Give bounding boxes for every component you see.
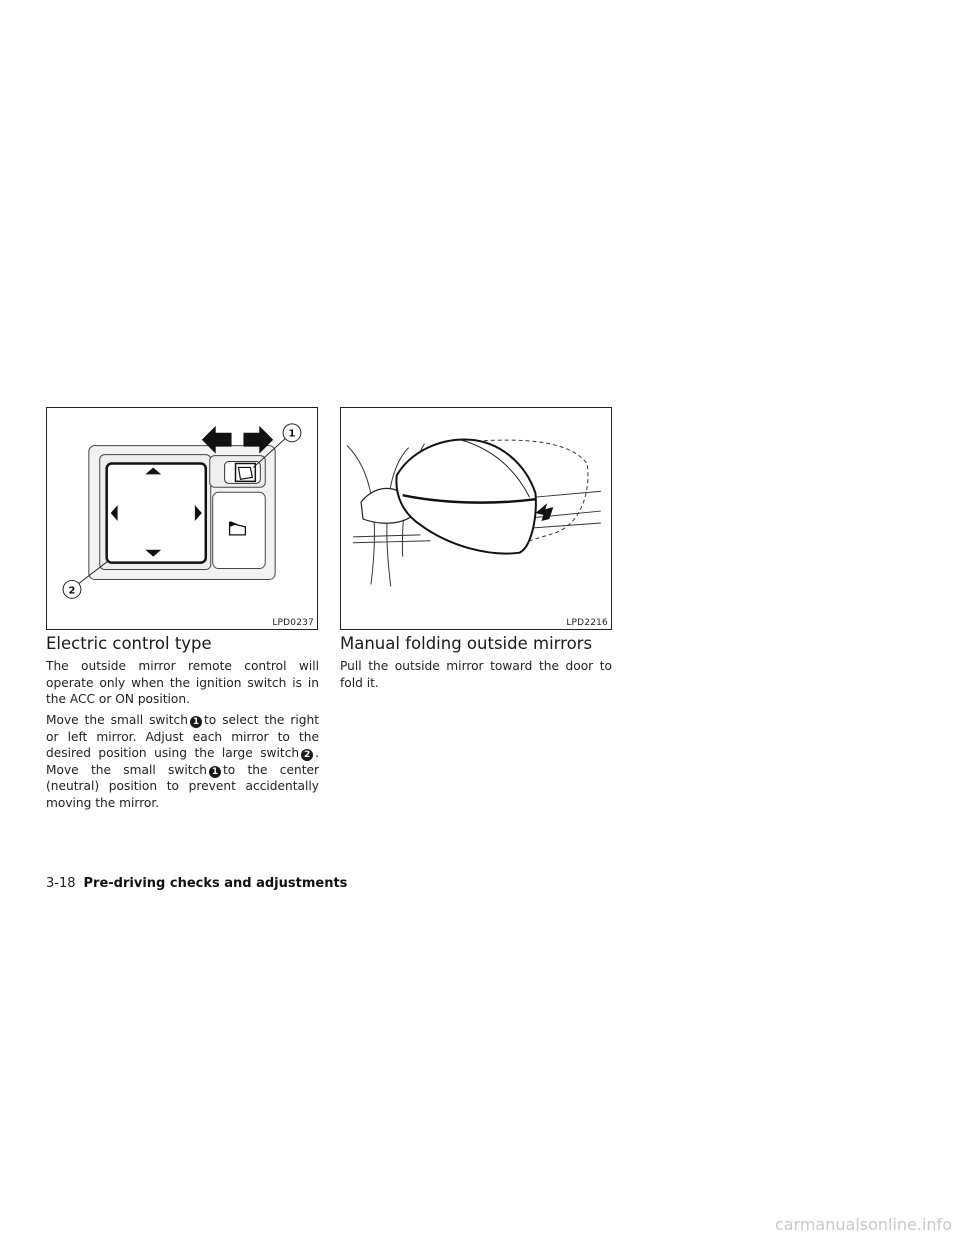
page-footer xyxy=(46,876,347,891)
callout-ref-2: 2 xyxy=(301,749,313,761)
folding-mirror-figure xyxy=(340,407,612,630)
fold-direction-arrow-icon xyxy=(535,503,553,521)
svg-text:1: 1 xyxy=(288,428,296,440)
section-heading-electric: Electric control type xyxy=(46,634,212,653)
mirror-switch-illustration xyxy=(47,408,317,629)
paragraph-ignition: The outside mirror remote control will operate only when the ignition switch is in the ACC or ON position. xyxy=(46,659,319,707)
fold-switch xyxy=(213,492,266,568)
callout-ref-1: 1 xyxy=(190,716,202,728)
paragraph-fold: Pull the outside mirror toward the door to fold it. xyxy=(340,659,612,690)
section-heading-manual-folding: Manual folding outside mirrors xyxy=(340,634,593,653)
figure-code: LPD2216 xyxy=(566,618,608,628)
callout-ref-1: 1 xyxy=(209,766,221,778)
watermark: carmanualsonline.info xyxy=(774,1215,952,1234)
mirror-housing xyxy=(396,440,535,554)
page-number: 3-18 xyxy=(46,876,76,891)
svg-text:2: 2 xyxy=(68,585,76,597)
figure-code: LPD0237 xyxy=(272,618,314,628)
large-switch xyxy=(107,463,206,562)
folding-mirror-illustration xyxy=(341,408,611,629)
paragraph-switch-usage: Move the small switch 1 to select the right or left mirror. Adjust each mirror to the desired position using the large switch 2 . Move the small switch 1 to the center (neutral) position to prevent accidentally moving the mirror. xyxy=(46,713,319,810)
section-title: Pre-driving checks and adjustments xyxy=(83,876,348,891)
mirror-control-figure xyxy=(46,407,318,630)
